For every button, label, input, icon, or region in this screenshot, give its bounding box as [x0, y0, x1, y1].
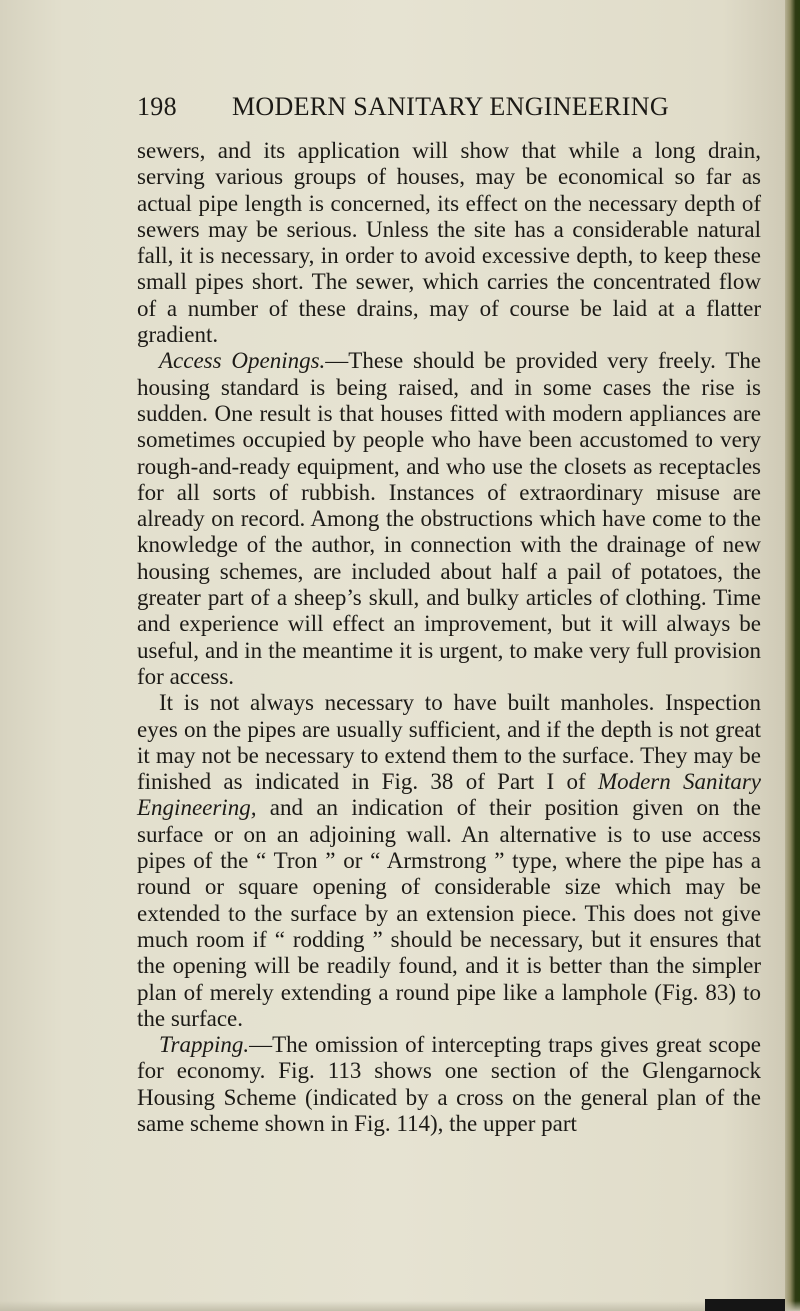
page-bottom-shadow	[0, 1301, 800, 1311]
paragraph-text: It is not always necessary to have built manholes. Inspection eyes on the pipes are usually sufficient, and if the depth is not great it may not be necessary to extend them to the surface. They may be finished as indicated in Fig. 38 of Part I of	[137, 690, 761, 795]
paragraph-sewers	[137, 138, 761, 348]
section-heading-access-openings: Access Openings.	[159, 348, 326, 374]
book-title-reference: Modern Sanitary Engineering,	[137, 769, 761, 821]
page-number: 198	[137, 92, 177, 121]
paragraph-trapping	[137, 1032, 761, 1137]
running-title: MODERN SANITARY ENGINEERING	[232, 92, 669, 121]
paragraph-text: —The omission of intercepting traps gives great scope for economy. Fig. 113 shows one section of the Glengarnock Housing Scheme (indicated by a cross on the general plan of the same scheme shown in Fig. 114), the upper part	[137, 1032, 761, 1136]
page-header	[137, 92, 777, 122]
paragraph-manholes	[137, 690, 761, 1032]
section-heading-trapping: Trapping.	[159, 1032, 250, 1058]
paragraph-text: —These should be provided very freely. The housing standard is being raised, and in some cases the rise is sudden. One result is that houses fitted with modern appliances are sometimes occupied by people who have been accustomed to very rough-and-ready equipment, and who use the closets as receptacles for all sorts of rubbish. Instances of extraordinary misuse are already on record. Among the obstructions which have come to the knowledge of the author, in connection with the drainage of new housing schemes, are included about half a pail of potatoes, the greater part of a sheep’s skull, and bulky articles of clothing. Time and experience will effect an improvement, but it will always be useful, and in the meantime it is urgent, to make very full provision for access.	[137, 348, 761, 689]
paragraph-text: and an indication of their position given on the surface or on an adjoining wall. An alternative is to use access pipes of the “ Tron ” or “ Armstrong ” type, where the pipe has a round or square opening of considerable size which may be extended to the surface by an extension piece. This does not give much room if “ rodding ” should be necessary, but it ensures that the opening will be readily found, and it is better than the simpler plan of merely extending a round pipe like a lamphole (Fig. 83) to the surface.	[137, 795, 761, 1031]
page-edge-binding	[785, 0, 800, 1311]
paragraph-text: sewers, and its application will show that while a long drain, serving various groups of houses, may be economical so far as actual pipe length is concerned, its effect on the necessary depth of sewers may be serious. Unless the site has a considerable natural fall, it is necessary, in order to avoid excessive depth, to keep these small pipes short. The sewer, which carries the concentrated flow of a number of these drains, may of course be laid at a flatter gradient.	[137, 138, 761, 348]
scan-edge-bar	[705, 1299, 785, 1311]
body-text	[137, 138, 761, 1137]
paragraph-access-openings	[137, 348, 761, 690]
